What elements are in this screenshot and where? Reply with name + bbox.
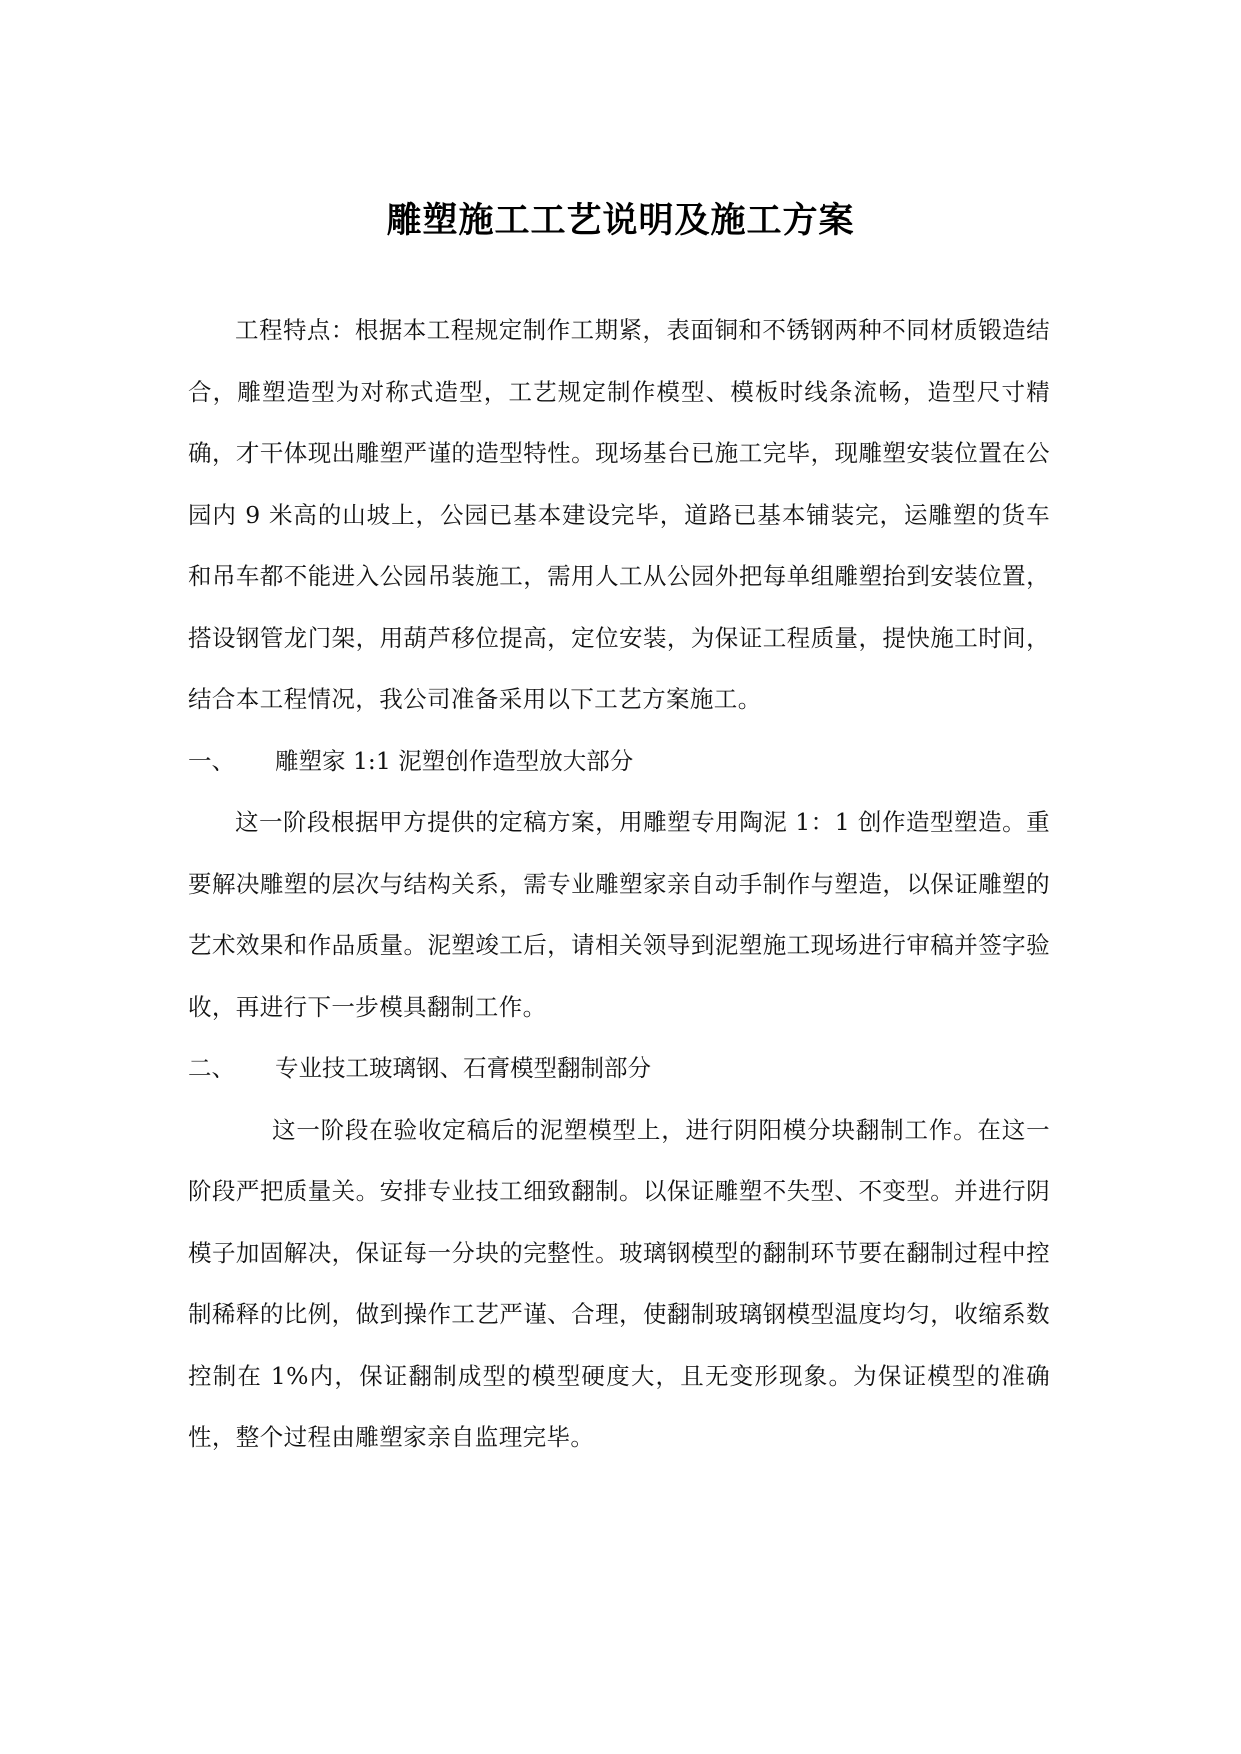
- document-body: [188, 300, 1050, 1469]
- intro-paragraph: 工程特点：根据本工程规定制作工期紧，表面铜和不锈钢两种不同材质锻造结合，雕塑造型为对称式造型，工艺规定制作模型、模板时线条流畅，造型尺寸精确，才干体现出雕塑严谨的造型特性。现场基台已施工完毕，现雕塑安装位置在公园内 9 米高的山坡上，公园已基本建设完毕，道路已基本铺装完，运雕塑的货车和吊车都不能进入公园吊装施工，需用人工从公园外把每单组雕塑抬到安装位置，搭设钢管龙门架，用葫芦移位提高，定位安装，为保证工程质量，提快施工时间，结合本工程情况，我公司准备采用以下工艺方案施工。: [188, 316, 1050, 713]
- section-paragraph-2: 这一阶段在验收定稿后的泥塑模型上，进行阴阳模分块翻制工作。在这一阶段严把质量关。安排专业技工细致翻制。以保证雕塑不失型、不变型。并进行阴模子加固解决，保证每一分块的完整性。玻璃钢模型的翻制环节要在翻制过程中控制稀释的比例，做到操作工艺严谨、合理，使翻制玻璃钢模型温度均匀，收缩系数控制在 1%内，保证翻制成型的模型硬度大，且无变形现象。为保证模型的准确性，整个过程由雕塑家亲自监理完毕。: [188, 1115, 1050, 1451]
- document-title: 雕塑施工工艺说明及施工方案: [386, 200, 855, 241]
- section-title-1: 雕塑家 1:1 泥塑创作造型放大部分: [275, 746, 634, 775]
- section-paragraph-1: 这一阶段根据甲方提供的定稿方案，用雕塑专用陶泥 1：1 创作造型塑造。重要解决雕塑的层次与结构关系，需专业雕塑家亲自动手制作与塑造，以保证雕塑的艺术效果和作品质量。泥塑竣工后，请相关领导到泥塑施工现场进行审稿并签字验收，再进行下一步模具翻制工作。: [188, 808, 1050, 1021]
- section-number-1: 一、: [188, 746, 235, 775]
- section-heading-2: [188, 1038, 1050, 1100]
- section-heading-1: [188, 731, 1050, 793]
- section-number-2: 二、: [188, 1054, 235, 1082]
- section-title-2: 专业技工玻璃钢、石膏模型翻制部分: [275, 1054, 651, 1082]
